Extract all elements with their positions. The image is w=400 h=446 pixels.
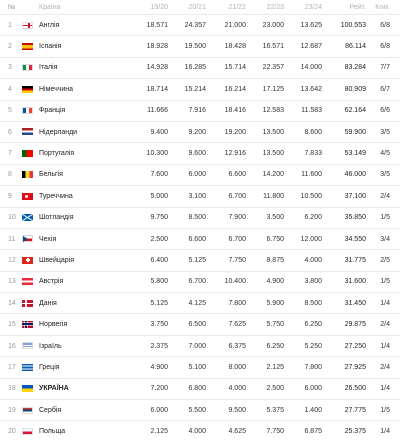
table-body <box>0 15 400 443</box>
flag-cell <box>22 293 36 314</box>
england-flag-icon <box>22 22 33 29</box>
season-23-24: 14.000 <box>300 64 322 72</box>
clubs: 6/6 <box>380 107 390 115</box>
header-season-21-22[interactable]: 21/22 <box>228 3 246 11</box>
season-22-23: 5.375 <box>266 406 284 414</box>
season-19-20: 6.400 <box>150 256 168 264</box>
table-row[interactable] <box>0 143 400 164</box>
flag-cell <box>22 271 36 292</box>
clubs: 2/5 <box>380 256 390 264</box>
poland-flag-icon <box>22 428 33 435</box>
season-21-22: 7.625 <box>228 321 246 329</box>
season-19-20: 14.928 <box>146 64 168 72</box>
clubs: 1/4 <box>380 428 390 436</box>
season-19-20: 2.375 <box>150 342 168 350</box>
rating: 27.775 <box>344 406 366 414</box>
row-number: 8 <box>8 171 12 179</box>
rating: 59.900 <box>344 128 366 136</box>
rating: 37.100 <box>344 192 366 200</box>
clubs: 1/4 <box>380 299 390 307</box>
table-row[interactable] <box>0 271 400 292</box>
country-name[interactable]: Португалія <box>39 150 75 158</box>
header-season-19-20[interactable]: 19/20 <box>150 3 168 11</box>
clubs: 2/4 <box>380 321 390 329</box>
season-23-24: 12.687 <box>300 43 322 51</box>
flag-cell <box>22 164 36 185</box>
season-23-24: 8.500 <box>304 299 322 307</box>
header-rating[interactable]: Рейт. <box>349 3 366 11</box>
row-number: 17 <box>8 363 16 371</box>
season-22-23: 23.000 <box>262 21 284 29</box>
header-country[interactable]: Країна <box>39 3 61 11</box>
rating: 100.553 <box>340 21 366 29</box>
season-21-22: 4.000 <box>228 385 246 393</box>
season-19-20: 9.750 <box>150 214 168 222</box>
header-season-22-23[interactable]: 22/23 <box>266 3 284 11</box>
norway-flag-icon <box>22 321 33 328</box>
season-22-23: 4.900 <box>266 278 284 286</box>
season-20-21: 3.100 <box>188 192 206 200</box>
table-row[interactable] <box>0 335 400 356</box>
country-name[interactable]: Туреччина <box>39 192 73 200</box>
season-20-21: 6.000 <box>188 171 206 179</box>
season-20-21: 19.500 <box>184 43 206 51</box>
clubs: 2/4 <box>380 363 390 371</box>
season-21-22: 19.200 <box>224 128 246 136</box>
country-name[interactable]: Чехія <box>39 235 57 243</box>
season-20-21: 8.500 <box>188 214 206 222</box>
season-20-21: 4.125 <box>188 299 206 307</box>
season-22-23: 7.750 <box>266 428 284 436</box>
season-19-20: 5.125 <box>150 299 168 307</box>
season-21-22: 16.214 <box>224 85 246 93</box>
spain-flag-icon <box>22 43 33 50</box>
clubs: 3/5 <box>380 128 390 136</box>
row-number: 5 <box>8 107 12 115</box>
season-20-21: 24.357 <box>184 21 206 29</box>
country-name[interactable]: Німеччина <box>39 85 74 93</box>
table-row[interactable] <box>0 357 400 378</box>
season-21-22: 7.750 <box>228 256 246 264</box>
flag-cell <box>22 250 36 271</box>
clubs: 6/8 <box>380 21 390 29</box>
season-19-20: 2.125 <box>150 428 168 436</box>
country-name[interactable]: Англія <box>39 21 60 29</box>
table-row[interactable] <box>0 228 400 249</box>
rating: 31.450 <box>344 299 366 307</box>
season-19-20: 11.666 <box>147 107 168 115</box>
season-20-21: 6.700 <box>188 278 206 286</box>
header-season-20-21[interactable]: 20/21 <box>188 3 206 11</box>
flag-cell <box>22 100 36 121</box>
season-23-24: 3.800 <box>304 278 322 286</box>
table-row[interactable] <box>0 207 400 228</box>
row-number: 10 <box>8 214 16 222</box>
season-19-20: 4.900 <box>150 363 168 371</box>
flag-cell <box>22 143 36 164</box>
flag-cell <box>22 207 36 228</box>
czechia-flag-icon <box>22 235 33 242</box>
season-20-21: 7.000 <box>188 342 206 350</box>
scotland-flag-icon <box>22 214 33 221</box>
season-23-24: 13.625 <box>300 21 322 29</box>
row-number: 11 <box>8 235 16 243</box>
season-21-22: 7.900 <box>228 214 246 222</box>
row-number: 12 <box>8 256 16 264</box>
rating: 27.925 <box>344 363 366 371</box>
switzerland-flag-icon <box>22 257 33 264</box>
clubs: 4/5 <box>380 150 390 158</box>
flag-cell <box>22 335 36 356</box>
header-flag <box>22 0 36 15</box>
flag-cell <box>22 36 36 57</box>
season-21-22: 10.400 <box>224 278 246 286</box>
season-19-20: 18.571 <box>146 21 168 29</box>
season-21-22: 6.600 <box>228 171 246 179</box>
table-row[interactable] <box>0 421 400 442</box>
austria-flag-icon <box>22 278 33 285</box>
season-22-23: 5.900 <box>266 299 284 307</box>
season-20-21: 6.500 <box>188 321 206 329</box>
season-19-20: 18.928 <box>146 43 168 51</box>
header-number: № <box>8 3 16 11</box>
season-23-24: 10.500 <box>300 192 322 200</box>
table-row[interactable] <box>0 293 400 314</box>
season-21-22: 4.625 <box>228 428 246 436</box>
row-number: 7 <box>8 150 12 158</box>
season-19-20: 7.200 <box>150 385 168 393</box>
clubs: 6/7 <box>380 85 390 93</box>
portugal-flag-icon <box>22 150 33 157</box>
season-20-21: 5.100 <box>188 363 206 371</box>
flag-cell <box>22 378 36 399</box>
clubs: 1/4 <box>380 385 390 393</box>
netherlands-flag-icon <box>22 128 33 135</box>
table-row[interactable] <box>0 100 400 121</box>
season-23-24: 1.400 <box>304 406 322 414</box>
clubs: 1/5 <box>380 214 390 222</box>
season-20-21: 4.000 <box>188 428 206 436</box>
season-23-24: 8.600 <box>304 128 322 136</box>
table-row[interactable] <box>0 121 400 142</box>
season-19-20: 6.000 <box>150 406 168 414</box>
season-21-22: 7.800 <box>228 299 246 307</box>
season-21-22: 6.700 <box>228 192 246 200</box>
rating: 27.250 <box>344 342 366 350</box>
rating: 29.875 <box>344 321 366 329</box>
belgium-flag-icon <box>22 171 33 178</box>
country-name[interactable]: Ізраїль <box>39 342 62 350</box>
rating: 35.850 <box>344 214 366 222</box>
country-name[interactable]: Норвегія <box>39 321 68 329</box>
country-name[interactable]: Італія <box>39 64 58 72</box>
season-23-24: 5.250 <box>304 342 322 350</box>
rating: 25.375 <box>344 428 366 436</box>
season-23-24: 7.833 <box>304 150 322 158</box>
country-name[interactable]: Нідерланди <box>39 128 78 136</box>
season-21-22: 6.375 <box>228 342 246 350</box>
country-name[interactable]: Австрія <box>39 278 64 286</box>
turkey-flag-icon <box>22 193 33 200</box>
table-row[interactable] <box>0 314 400 335</box>
season-19-20: 7.600 <box>150 171 168 179</box>
table-row[interactable] <box>0 378 400 399</box>
season-22-23: 12.583 <box>262 107 284 115</box>
season-20-21: 7.916 <box>188 107 206 115</box>
flag-cell <box>22 15 36 36</box>
row-number: 3 <box>8 64 12 72</box>
season-21-22: 21.000 <box>224 21 246 29</box>
flag-cell <box>22 121 36 142</box>
season-21-22: 18.416 <box>224 107 246 115</box>
season-23-24: 7.800 <box>304 363 322 371</box>
season-21-22: 9.500 <box>228 406 246 414</box>
denmark-flag-icon <box>22 300 33 307</box>
season-23-24: 6.000 <box>304 385 322 393</box>
table-row[interactable] <box>0 79 400 100</box>
serbia-flag-icon <box>22 407 33 414</box>
season-19-20: 10.300 <box>146 150 168 158</box>
rating: 83.284 <box>344 64 366 72</box>
season-22-23: 11.800 <box>263 192 284 200</box>
flag-cell <box>22 357 36 378</box>
row-number: 14 <box>8 299 16 307</box>
row-number: 19 <box>8 406 16 414</box>
season-20-21: 16.285 <box>184 64 206 72</box>
season-19-20: 5.000 <box>150 192 168 200</box>
season-22-23: 2.500 <box>266 385 284 393</box>
season-19-20: 5.800 <box>150 278 168 286</box>
header-season-23-24[interactable]: 23/24 <box>304 3 322 11</box>
flag-cell <box>22 79 36 100</box>
season-23-24: 12.000 <box>300 235 322 243</box>
season-23-24: 11.600 <box>301 171 322 179</box>
season-22-23: 17.125 <box>262 85 284 93</box>
row-number: 20 <box>8 428 16 436</box>
clubs: 6/8 <box>380 43 390 51</box>
flag-cell <box>22 186 36 207</box>
country-name[interactable]: Швейцарія <box>39 256 74 264</box>
flag-cell <box>22 57 36 78</box>
season-22-23: 3.500 <box>266 214 284 222</box>
germany-flag-icon <box>22 86 33 93</box>
rating: 34.550 <box>344 235 366 243</box>
season-20-21: 9.600 <box>188 150 206 158</box>
season-22-23: 14.200 <box>262 171 284 179</box>
flag-cell <box>22 421 36 442</box>
row-number: 4 <box>8 85 12 93</box>
flag-cell <box>22 314 36 335</box>
season-23-24: 4.000 <box>304 256 322 264</box>
season-20-21: 9.200 <box>188 128 206 136</box>
country-name[interactable]: Данія <box>39 299 57 307</box>
clubs: 1/5 <box>380 278 390 286</box>
season-22-23: 5.750 <box>266 321 284 329</box>
row-number: 15 <box>8 321 16 329</box>
rating: 31.775 <box>344 256 366 264</box>
season-20-21: 5.500 <box>188 406 206 414</box>
season-21-22: 12.916 <box>224 150 246 158</box>
table-header <box>0 0 400 15</box>
row-number: 16 <box>8 342 16 350</box>
table-row[interactable] <box>0 250 400 271</box>
table-row[interactable] <box>0 164 400 185</box>
table-row[interactable] <box>0 36 400 57</box>
row-number: 6 <box>8 128 12 136</box>
clubs: 1/5 <box>380 406 390 414</box>
season-22-23: 6.250 <box>266 342 284 350</box>
row-number: 9 <box>8 192 12 200</box>
country-name[interactable]: Бельгія <box>39 171 63 179</box>
italy-flag-icon <box>22 64 33 71</box>
rating: 80.909 <box>344 85 366 93</box>
row-number: 13 <box>8 278 16 286</box>
season-21-22: 15.714 <box>224 64 246 72</box>
rating: 31.600 <box>344 278 366 286</box>
season-23-24: 6.250 <box>304 321 322 329</box>
clubs: 2/4 <box>380 192 390 200</box>
row-number: 18 <box>8 385 16 393</box>
country-name[interactable]: Сербія <box>39 406 62 414</box>
israel-flag-icon <box>22 342 33 349</box>
table-row[interactable] <box>0 400 400 421</box>
season-22-23: 2.125 <box>266 363 284 371</box>
flag-cell <box>22 228 36 249</box>
row-number: 1 <box>8 21 12 29</box>
season-19-20: 2.500 <box>150 235 168 243</box>
flag-cell <box>22 400 36 421</box>
table-row[interactable] <box>0 15 400 36</box>
season-19-20: 18.714 <box>146 85 168 93</box>
rating: 62.164 <box>344 107 366 115</box>
season-20-21: 6.600 <box>188 235 206 243</box>
table-row[interactable] <box>0 57 400 78</box>
season-20-21: 6.800 <box>188 385 206 393</box>
clubs: 1/4 <box>380 342 390 350</box>
season-21-22: 18.428 <box>224 43 246 51</box>
ukraine-flag-icon <box>22 385 33 392</box>
country-name[interactable]: Шотландія <box>39 214 74 222</box>
season-19-20: 3.750 <box>150 321 168 329</box>
season-23-24: 6.200 <box>304 214 322 222</box>
clubs: 7/7 <box>380 64 390 72</box>
season-23-24: 6.875 <box>304 428 322 436</box>
country-name[interactable]: Іспанія <box>39 43 62 51</box>
season-20-21: 15.214 <box>184 85 206 93</box>
rating: 46.000 <box>344 171 366 179</box>
rating: 26.500 <box>344 385 366 393</box>
country-name[interactable]: УКРАЇНА <box>39 385 69 393</box>
clubs: 3/5 <box>380 171 390 179</box>
table-row[interactable] <box>0 186 400 207</box>
clubs: 3/4 <box>380 235 390 243</box>
country-name[interactable]: Греція <box>39 363 60 371</box>
france-flag-icon <box>22 107 33 114</box>
season-23-24: 13.642 <box>300 85 322 93</box>
country-name[interactable]: Франція <box>39 107 66 115</box>
season-21-22: 8.000 <box>228 363 246 371</box>
season-21-22: 6.700 <box>228 235 246 243</box>
season-22-23: 13.500 <box>262 128 284 136</box>
season-23-24: 11.583 <box>301 107 322 115</box>
season-22-23: 22.357 <box>262 64 284 72</box>
row-number: 2 <box>8 43 12 51</box>
season-22-23: 13.500 <box>262 150 284 158</box>
season-22-23: 8.875 <box>266 256 284 264</box>
greece-flag-icon <box>22 364 33 371</box>
rating: 53.149 <box>344 150 366 158</box>
header-clubs[interactable]: Ком. <box>375 3 390 11</box>
country-name[interactable]: Польща <box>39 428 66 436</box>
season-22-23: 16.571 <box>262 43 284 51</box>
season-20-21: 5.125 <box>188 256 206 264</box>
season-22-23: 6.750 <box>266 235 284 243</box>
rating: 86.114 <box>345 43 366 51</box>
season-19-20: 9.400 <box>150 128 168 136</box>
